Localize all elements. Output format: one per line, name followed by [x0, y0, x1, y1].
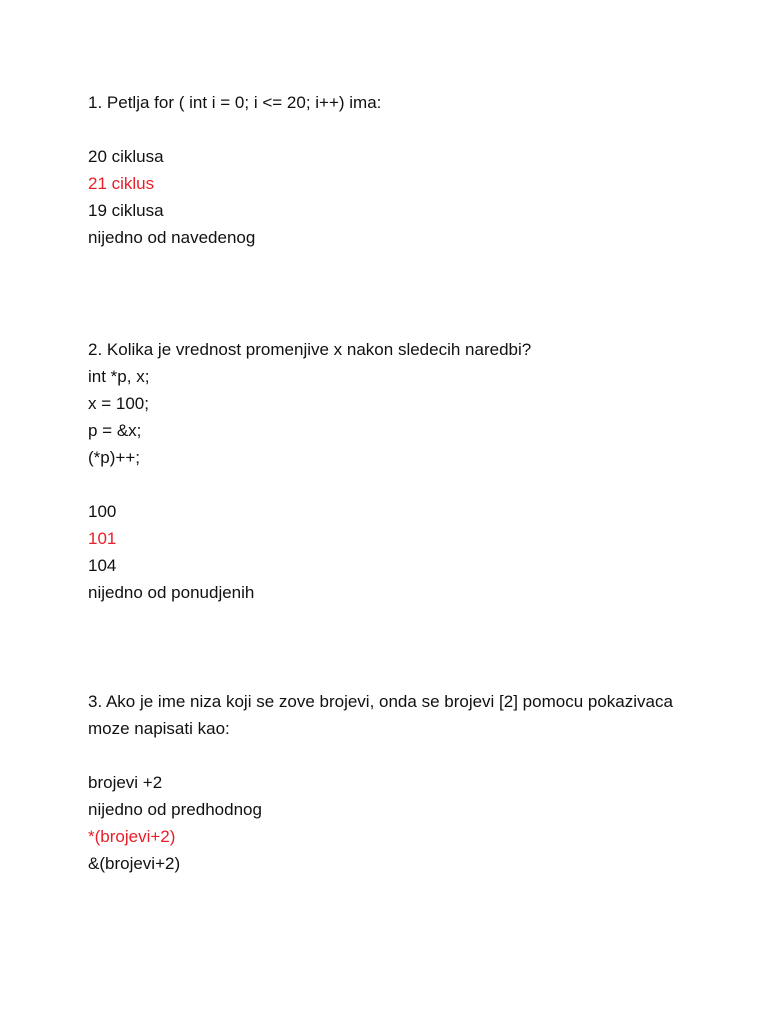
question-3-prompt-continued: moze napisati kao:	[88, 719, 230, 738]
answer-option: 104	[88, 556, 117, 575]
answer-option: &(brojevi+2)	[88, 854, 181, 873]
answer-option: 19 ciklusa	[88, 201, 164, 220]
code-line: p = &x;	[88, 421, 142, 440]
answer-option: nijedno od ponudjenih	[88, 583, 255, 602]
question-2	[88, 336, 708, 606]
answer-option: nijedno od predhodnog	[88, 800, 262, 819]
answer-option-correct: *(brojevi+2)	[88, 827, 176, 846]
answer-option: 20 ciklusa	[88, 147, 164, 166]
answer-option-correct: 21 ciklus	[88, 174, 155, 193]
answer-option: brojevi +2	[88, 773, 163, 792]
question-1-prompt: 1. Petlja for ( int i = 0; i <= 20; i++) ima:	[88, 93, 382, 112]
answer-option: 100	[88, 502, 117, 521]
question-3-prompt: 3. Ako je ime niza koji se zove brojevi, onda se brojevi [2] pomocu pokazivaca	[88, 692, 673, 711]
answer-option-correct: 101	[88, 529, 117, 548]
code-line: (*p)++;	[88, 448, 140, 467]
spacer	[88, 471, 708, 498]
code-line: x = 100;	[88, 394, 149, 413]
question-3	[88, 688, 708, 877]
spacer	[88, 116, 708, 143]
code-line: int *p, x;	[88, 367, 150, 386]
question-1	[88, 89, 708, 251]
spacer	[88, 742, 708, 769]
answer-option: nijedno od navedenog	[88, 228, 256, 247]
question-2-prompt: 2. Kolika je vrednost promenjive x nakon sledecih naredbi?	[88, 340, 532, 359]
